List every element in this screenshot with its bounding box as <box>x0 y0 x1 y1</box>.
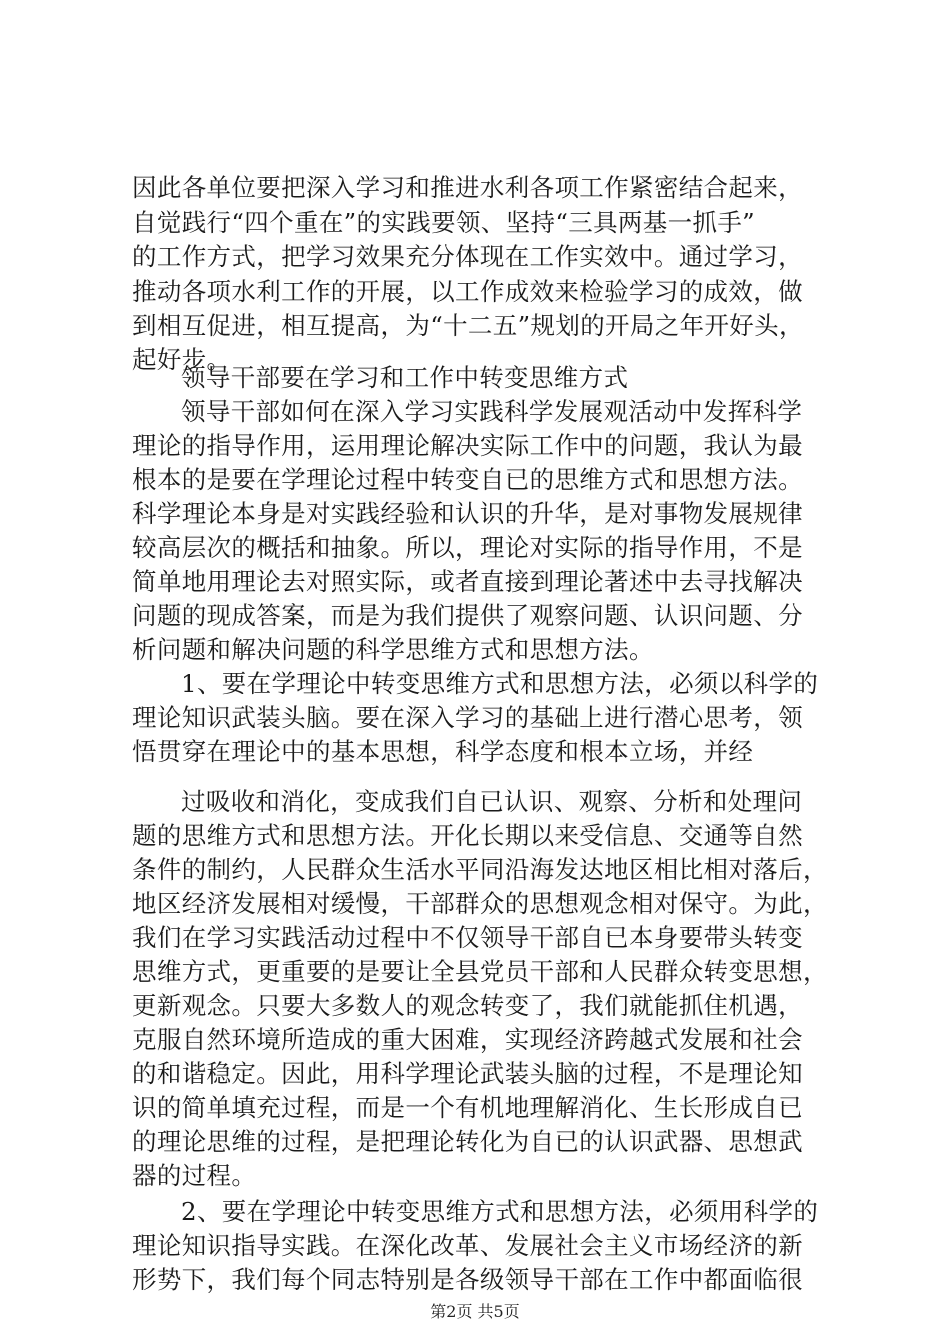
text-line: 起好步。 <box>132 345 232 374</box>
text-line: 的和谐稳定。因此，用科学理论武装头脑的过程，不是理论知 <box>132 1059 803 1088</box>
text-line: 的理论思维的过程，是把理论转化为自已的认识武器、思想武 <box>132 1127 803 1156</box>
text-line: 问题的现成答案，而是为我们提供了观察问题、认识问题、分 <box>132 601 803 630</box>
text-line: 的工作方式，把学习效果充分体现在工作实效中。通过学习， <box>132 242 803 271</box>
page-number-footer: 第2页 共5页 <box>430 1302 520 1321</box>
text-line: 过吸收和消化，变成我们自已认识、观察、分析和处理问 <box>181 787 803 816</box>
text-line: 理论知识武装头脑。要在深入学习的基础上进行潜心思考，领 <box>132 703 803 732</box>
text-line: 我们在学习实践活动过程中不仅领导干部自已本身要带头转变 <box>132 923 803 952</box>
text-line: 地区经济发展相对缓慢，干部群众的思想观念相对保守。为此， <box>132 889 828 918</box>
text-line: 识的简单填充过程，而是一个有机地理解消化、生长形成自已 <box>132 1093 803 1122</box>
text-line: 简单地用理论去对照实际，或者直接到理论著述中去寻找解决 <box>132 567 803 596</box>
text-line: 形势下，我们每个同志特别是各级领导干部在工作中都面临很 <box>132 1265 803 1294</box>
text-line: 到相互促进，相互提高，为“十二五”规划的开局之年开好头， <box>132 311 804 340</box>
text-line: 更新观念。只要大多数人的观念转变了，我们就能抓住机遇， <box>132 991 803 1020</box>
text-line: 析问题和解决问题的科学思维方式和思想方法。 <box>132 635 654 664</box>
text-line: 领导干部如何在深入学习实践科学发展观活动中发挥科学 <box>181 397 803 426</box>
text-line: 1、要在学理论中转变思维方式和思想方法，必须以科学的 <box>181 669 819 698</box>
text-line: 条件的制约，人民群众生活水平同沿海发达地区相比相对落后， <box>132 855 828 884</box>
text-line: 根本的是要在学理论过程中转变自已的思维方式和思想方法。 <box>132 465 803 494</box>
text-line: 2、要在学理论中转变思维方式和思想方法，必须用科学的 <box>181 1197 819 1226</box>
text-line: 理论知识指导实践。在深化改革、发展社会主义市场经济的新 <box>132 1231 803 1260</box>
text-line: 克服自然环境所造成的重大困难，实现经济跨越式发展和社会 <box>132 1025 803 1054</box>
text-line: 思维方式，更重要的是要让全县党员干部和人民群众转变思想， <box>132 957 828 986</box>
section-heading: 领导干部要在学习和工作中转变思维方式 <box>181 363 629 392</box>
text-line: 理论的指导作用，运用理论解决实际工作中的问题，我认为最 <box>132 431 803 460</box>
text-line: 推动各项水利工作的开展，以工作成效来检验学习的成效，做 <box>132 277 803 306</box>
text-line: 因此各单位要把深入学习和推进水利各项工作紧密结合起来， <box>132 173 803 202</box>
text-line: 悟贯穿在理论中的基本思想，科学态度和根本立场，并经 <box>132 737 754 766</box>
text-line: 科学理论本身是对实践经验和认识的升华，是对事物发展规律 <box>132 499 803 528</box>
text-line: 题的思维方式和思想方法。开化长期以来受信息、交通等自然 <box>132 821 803 850</box>
text-line: 自觉践行“四个重在”的实践要领、坚持“三具两基一抓手” <box>132 208 756 237</box>
text-line: 较高层次的概括和抽象。所以，理论对实际的指导作用，不是 <box>132 533 803 562</box>
text-line: 器的过程。 <box>132 1161 257 1190</box>
